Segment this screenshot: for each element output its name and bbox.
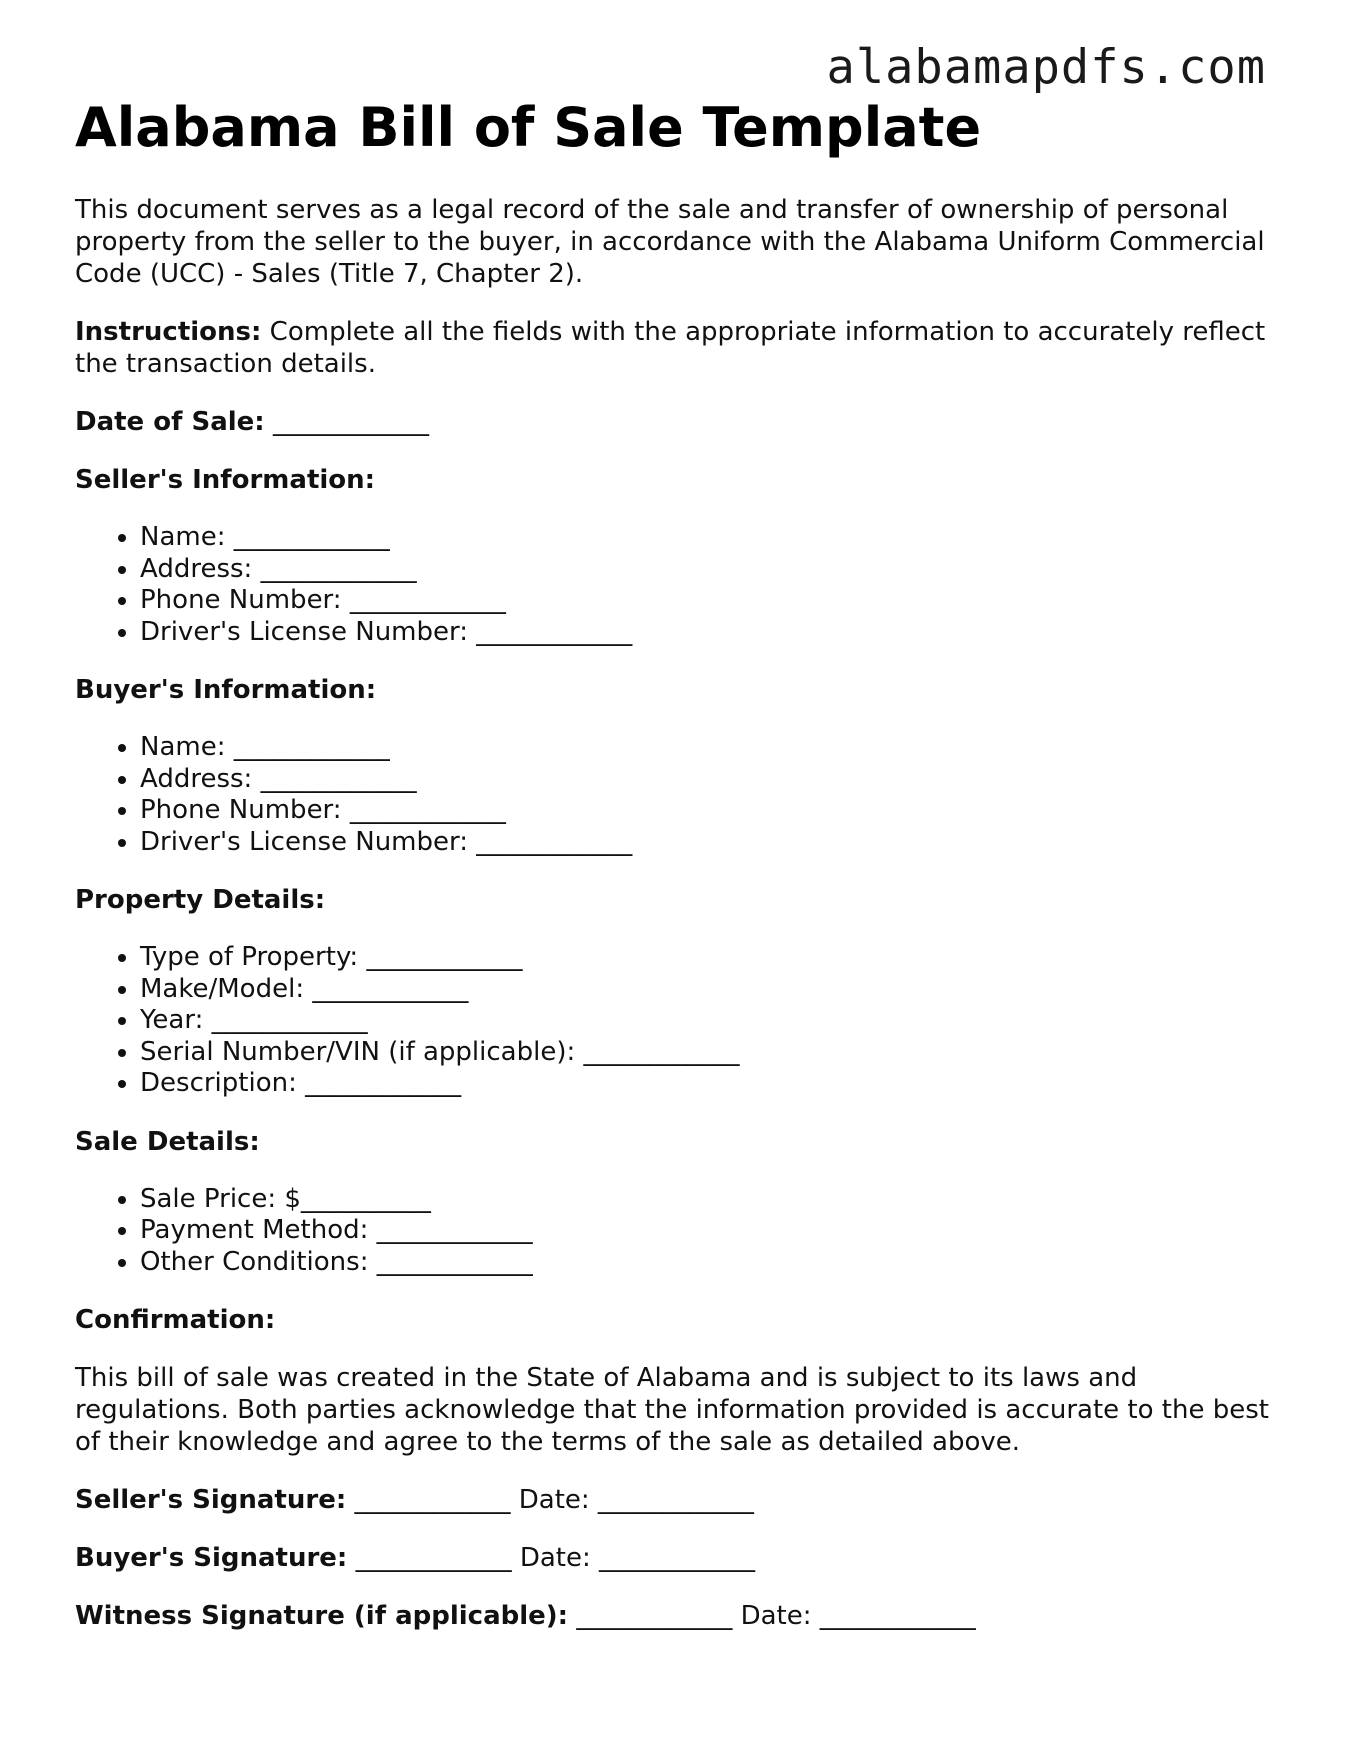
witness-signature-blank: ____________ Date: ____________ — [568, 1601, 976, 1631]
document-page — [75, 98, 1275, 1658]
buyer-signature-label: Buyer's Signature: — [75, 1543, 348, 1573]
seller-list — [75, 522, 1275, 648]
seller-address-field: • Address: ____________ — [140, 554, 1275, 586]
buyer-address-field: • Address: ____________ — [140, 764, 1275, 796]
property-make-model-field: • Make/Model: ____________ — [140, 974, 1275, 1006]
other-conditions-field: • Other Conditions: ____________ — [140, 1247, 1275, 1279]
buyer-phone-field: • Phone Number: ____________ — [140, 795, 1275, 827]
instructions-label: Instructions: — [75, 317, 262, 347]
property-type-field: • Type of Property: ____________ — [140, 942, 1275, 974]
buyer-name-field: • Name: ____________ — [140, 732, 1275, 764]
buyer-signature-blank: ____________ Date: ____________ — [347, 1543, 756, 1573]
date-of-sale-label: Date of Sale: — [75, 407, 265, 437]
seller-name-field: • Name: ____________ — [140, 522, 1275, 554]
property-list — [75, 942, 1275, 1100]
seller-heading: Seller's Information: — [75, 465, 376, 495]
seller-phone-field: • Phone Number: ____________ — [140, 585, 1275, 617]
buyer-signature-line — [75, 1542, 1275, 1574]
instructions-paragraph — [75, 316, 1275, 380]
intro-paragraph: This document serves as a legal record of the sale and transfer of ownership of personal property from the seller to the buyer, in accordance with the Alabama Uniform Commercial Code (UCC) - Sales (Title 7, Chapter 2). — [75, 195, 1265, 289]
site-watermark: alabamapdfs.com — [826, 40, 1266, 95]
confirmation-paragraph: This bill of sale was created in the State of Alabama and is subject to its laws and regulations. Both parties acknowledge that the information provided is accurate to the best of their knowledge and agree to the terms of the sale as detailed above. — [75, 1363, 1269, 1457]
property-description-field: • Description: ____________ — [140, 1068, 1275, 1100]
witness-signature-line — [75, 1600, 1275, 1632]
page-title: Alabama Bill of Sale Template — [75, 96, 982, 159]
seller-signature-blank: ____________ Date: ____________ — [346, 1485, 754, 1515]
confirmation-heading: Confirmation: — [75, 1305, 276, 1335]
payment-method-field: • Payment Method: ____________ — [140, 1215, 1275, 1247]
buyer-heading: Buyer's Information: — [75, 675, 377, 705]
sale-price-field: • Sale Price: $__________ — [140, 1184, 1275, 1216]
date-of-sale-blank: ____________ — [264, 407, 429, 437]
buyer-list — [75, 732, 1275, 858]
sale-list — [75, 1184, 1275, 1279]
sale-heading: Sale Details: — [75, 1126, 260, 1157]
property-year-field: • Year: ____________ — [140, 1005, 1275, 1037]
instructions-text: Complete all the fields with the appropriate information to accurately reflect the transaction details. — [75, 317, 1266, 379]
date-of-sale-line — [75, 406, 1275, 438]
buyer-license-field: • Driver's License Number: ____________ — [140, 827, 1275, 859]
seller-license-field: • Driver's License Number: ____________ — [140, 617, 1275, 649]
seller-signature-label: Seller's Signature: — [75, 1485, 347, 1515]
seller-signature-line — [75, 1484, 1275, 1516]
property-serial-field: • Serial Number/VIN (if applicable): ____________ — [140, 1037, 1275, 1069]
property-heading: Property Details: — [75, 885, 326, 915]
witness-signature-label: Witness Signature (if applicable): — [75, 1601, 569, 1631]
